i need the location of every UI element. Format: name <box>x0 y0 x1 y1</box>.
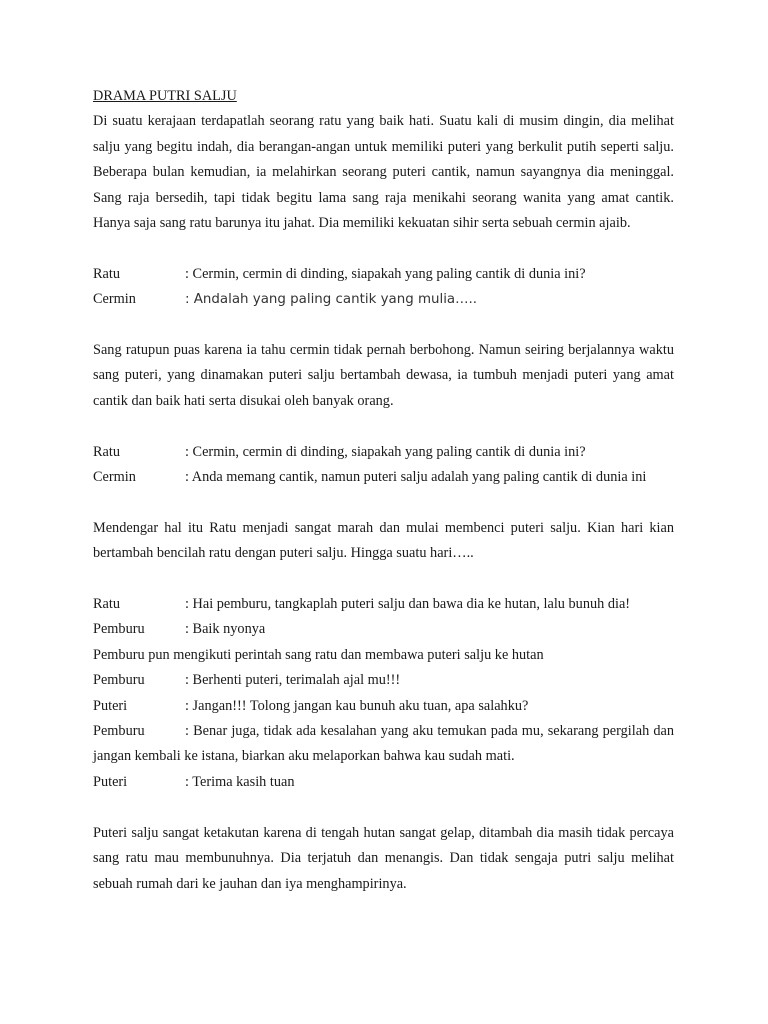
dialogue-text: : Benar juga, tidak ada kesalahan yang aku temukan pada mu, sekarang pergilah dan jangan kembali ke istana, biarkan aku melaporkan bahwa kau sudah mati. <box>93 723 674 765</box>
speaker-name: Pemburu <box>93 672 145 689</box>
speaker-name: Ratu <box>93 265 121 282</box>
spacer <box>93 236 674 261</box>
speaker-name: Cermin <box>93 469 136 486</box>
dialogue-line <box>93 592 674 617</box>
dialogue-text: : Berhenti puteri, terimalah ajal mu!!! <box>185 672 401 689</box>
dialogue-text: : Baik nyonya <box>185 621 266 638</box>
speaker-name: Puteri <box>93 773 128 790</box>
intro-paragraph: Di suatu kerajaan terdapatlah seorang ratu yang baik hati. Suatu kali di musim dingin, dia melihat salju yang begitu indah, dia berangan-angan untuk memiliki puteri yang berkulit putih seperti salju. Beberapa bulan kemudian, ia melahirkan seorang puteri cantik, namun sayangnya dia meninggal. Sang raja bersedih, tapi tidak begitu lama sang raja menikahi seorang wanita yang amat cantik. Hanya saja sang ratu barunya itu jahat. Dia memiliki kekuatan sihir serta sebuah cermin ajaib. <box>93 113 674 232</box>
spacer <box>93 567 674 592</box>
stage-direction: Pemburu pun mengikuti perintah sang ratu dan membawa puteri salju ke hutan <box>93 646 544 663</box>
dialogue-text: : Jangan!!! Tolong jangan kau bunuh aku tuan, apa salahku? <box>185 697 529 714</box>
narrative-paragraph: Mendengar hal itu Ratu menjadi sangat marah dan mulai membenci puteri salju. Kian hari kian bertambah bencilah ratu dengan puteri salju. Hingga suatu hari….. <box>93 519 674 562</box>
speaker-name: Pemburu <box>93 723 145 740</box>
speaker-name: Cermin <box>93 291 136 308</box>
spacer <box>93 490 674 515</box>
dialogue-text: : Andalah yang paling cantik yang mulia….. <box>185 292 478 308</box>
dialogue-line <box>93 617 674 642</box>
narrative-paragraph: Sang ratupun puas karena ia tahu cermin tidak pernah berbohong. Namun seiring berjalannya waktu sang puteri, yang dinamakan puteri salju bertambah dewasa, ia tumbuh menjadi puteri yang amat cantik dan baik hati serta disukai oleh banyak orang. <box>93 342 674 409</box>
dialogue-text: : Hai pemburu, tangkaplah puteri salju dan bawa dia ke hutan, lalu bunuh dia! <box>185 596 631 613</box>
dialogue-line <box>93 770 674 795</box>
dialogue-line <box>93 694 674 719</box>
speaker-name: Ratu <box>93 596 121 613</box>
spacer <box>93 414 674 439</box>
dialogue-text: : Terima kasih tuan <box>185 773 295 790</box>
speaker-name: Puteri <box>93 697 128 714</box>
dialogue-line <box>93 465 674 490</box>
document-page <box>93 84 674 897</box>
narrative-paragraph: Puteri salju sangat ketakutan karena di tengah hutan sangat gelap, ditambah dia masih tidak percaya sang ratu mau membunuhnya. Dia terjatuh dan menangis. Dan tidak sengaja putri salju melihat sebuah rumah dari ke jauhan dan iya menghampirinya. <box>93 824 674 892</box>
dialogue-line <box>93 287 674 312</box>
dialogue-text: : Cermin, cermin di dinding, siapakah yang paling cantik di dunia ini? <box>185 443 586 460</box>
dialogue-line <box>93 719 674 770</box>
spacer <box>93 313 674 338</box>
document-title: DRAMA PUTRI SALJU <box>93 88 237 104</box>
spacer <box>93 795 674 820</box>
dialogue-line <box>93 262 674 287</box>
speaker-name: Pemburu <box>93 621 145 638</box>
speaker-name: Ratu <box>93 443 121 460</box>
dialogue-line <box>93 440 674 465</box>
dialogue-text: : Anda memang cantik, namun puteri salju adalah yang paling cantik di dunia ini <box>185 469 647 486</box>
dialogue-text: : Cermin, cermin di dinding, siapakah yang paling cantik di dunia ini? <box>185 265 586 282</box>
dialogue-line <box>93 668 674 693</box>
